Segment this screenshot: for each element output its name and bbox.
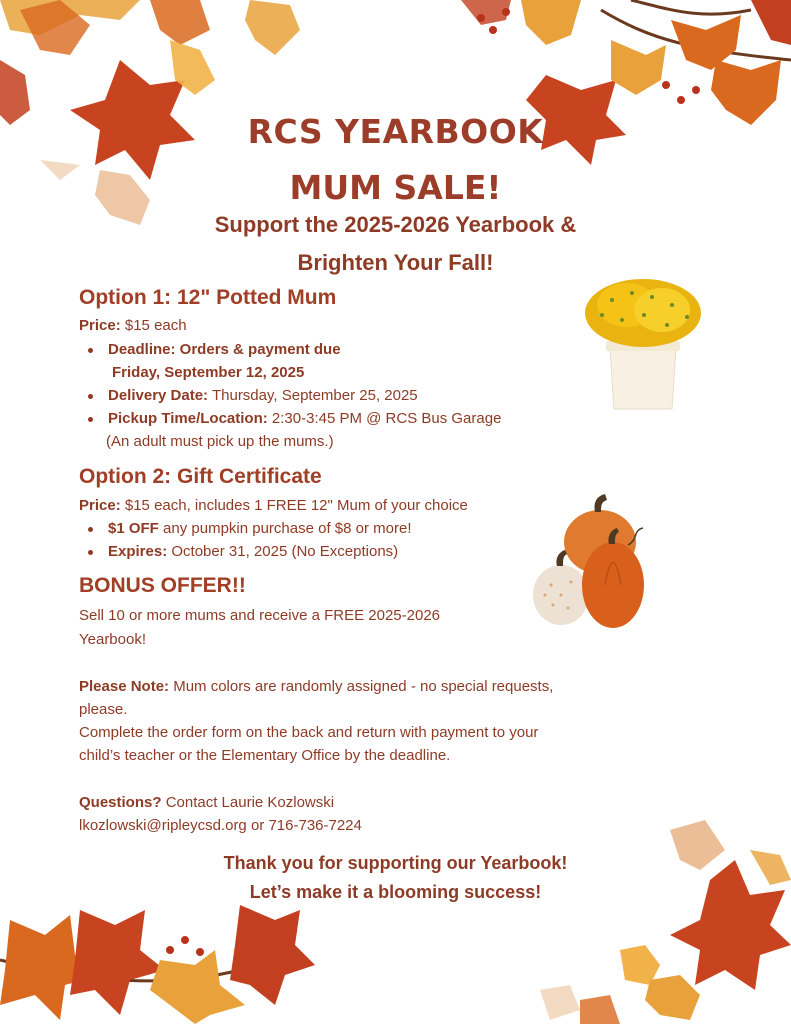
option2-expires-value: October 31, 2025 (No Exceptions) [171, 543, 399, 560]
pumpkins-image [533, 490, 648, 632]
option1-delivery-value: Thursday, September 25, 2025 [211, 387, 418, 404]
closing-line2: Let’s make it a blooming success! [249, 882, 542, 902]
option1-delivery-label: Delivery Date: [108, 387, 209, 404]
option2-price-value: $15 each, includes 1 FREE 12" Mum of your choice [124, 497, 468, 514]
note-line2: please. [79, 701, 128, 718]
option2-discount [108, 520, 412, 537]
potted-mum-image [582, 275, 704, 415]
autumn-leaves-bottom-left [0, 890, 340, 1024]
subtitle-line2: Brighten Your Fall! [297, 250, 494, 275]
page-title-line1: RCS YEARBOOK [247, 112, 544, 151]
contact-name: Contact Laurie Kozlowski [165, 794, 335, 811]
option1-price-label: Price: [79, 317, 121, 334]
subtitle-line1: Support the 2025-2026 Yearbook & [214, 212, 577, 237]
option1-deadline-line1: Deadline: Orders & payment due [108, 341, 341, 358]
option1-pickup [108, 410, 501, 427]
note-line3: Complete the order form on the back and return with payment to your [79, 724, 539, 741]
bonus-line2: Yearbook! [79, 631, 147, 648]
note-line1 [79, 678, 553, 695]
option2-discount-label: $1 OFF [108, 520, 159, 537]
note-label: Please Note: [79, 678, 170, 695]
option2-price [79, 497, 468, 514]
option2-price-label: Price: [79, 497, 121, 514]
contact-label: Questions? [79, 794, 162, 811]
page-title-line2: MUM SALE! [289, 168, 502, 207]
option2-expires [108, 543, 398, 560]
option2-expires-label: Expires: [108, 543, 168, 560]
option1-deadline [108, 341, 341, 358]
contact-details: lkozlowski@ripleycsd.org or 716-736-7224 [79, 817, 362, 834]
option1-price-value: $15 each [124, 317, 187, 334]
note-text1: Mum colors are randomly assigned - no special requests, [173, 678, 554, 695]
option1-heading: Option 1: 12" Potted Mum [79, 286, 337, 309]
option1-pickup-label: Pickup Time/Location: [108, 410, 268, 427]
closing-line1: Thank you for supporting our Yearbook! [223, 853, 568, 873]
autumn-leaves-bottom-right [520, 810, 791, 1024]
option2-heading: Option 2: Gift Certificate [79, 465, 322, 488]
bonus-heading: BONUS OFFER!! [79, 574, 246, 597]
note-line4: child’s teacher or the Elementary Office by the deadline. [79, 747, 451, 764]
option1-pickup-value: 2:30-3:45 PM @ RCS Bus Garage [271, 410, 502, 427]
bonus-line1: Sell 10 or more mums and receive a FREE 2025-2026 [79, 607, 441, 624]
option1-deadline-date [112, 364, 304, 381]
option1-deadline-line2: Friday, September 12, 2025 [112, 364, 305, 381]
option2-discount-value: any pumpkin purchase of $8 or more! [163, 520, 412, 537]
option1-price [79, 317, 187, 334]
contact-line [79, 794, 334, 811]
option1-delivery [108, 387, 418, 404]
option1-pickup-note: (An adult must pick up the mums.) [106, 433, 334, 450]
